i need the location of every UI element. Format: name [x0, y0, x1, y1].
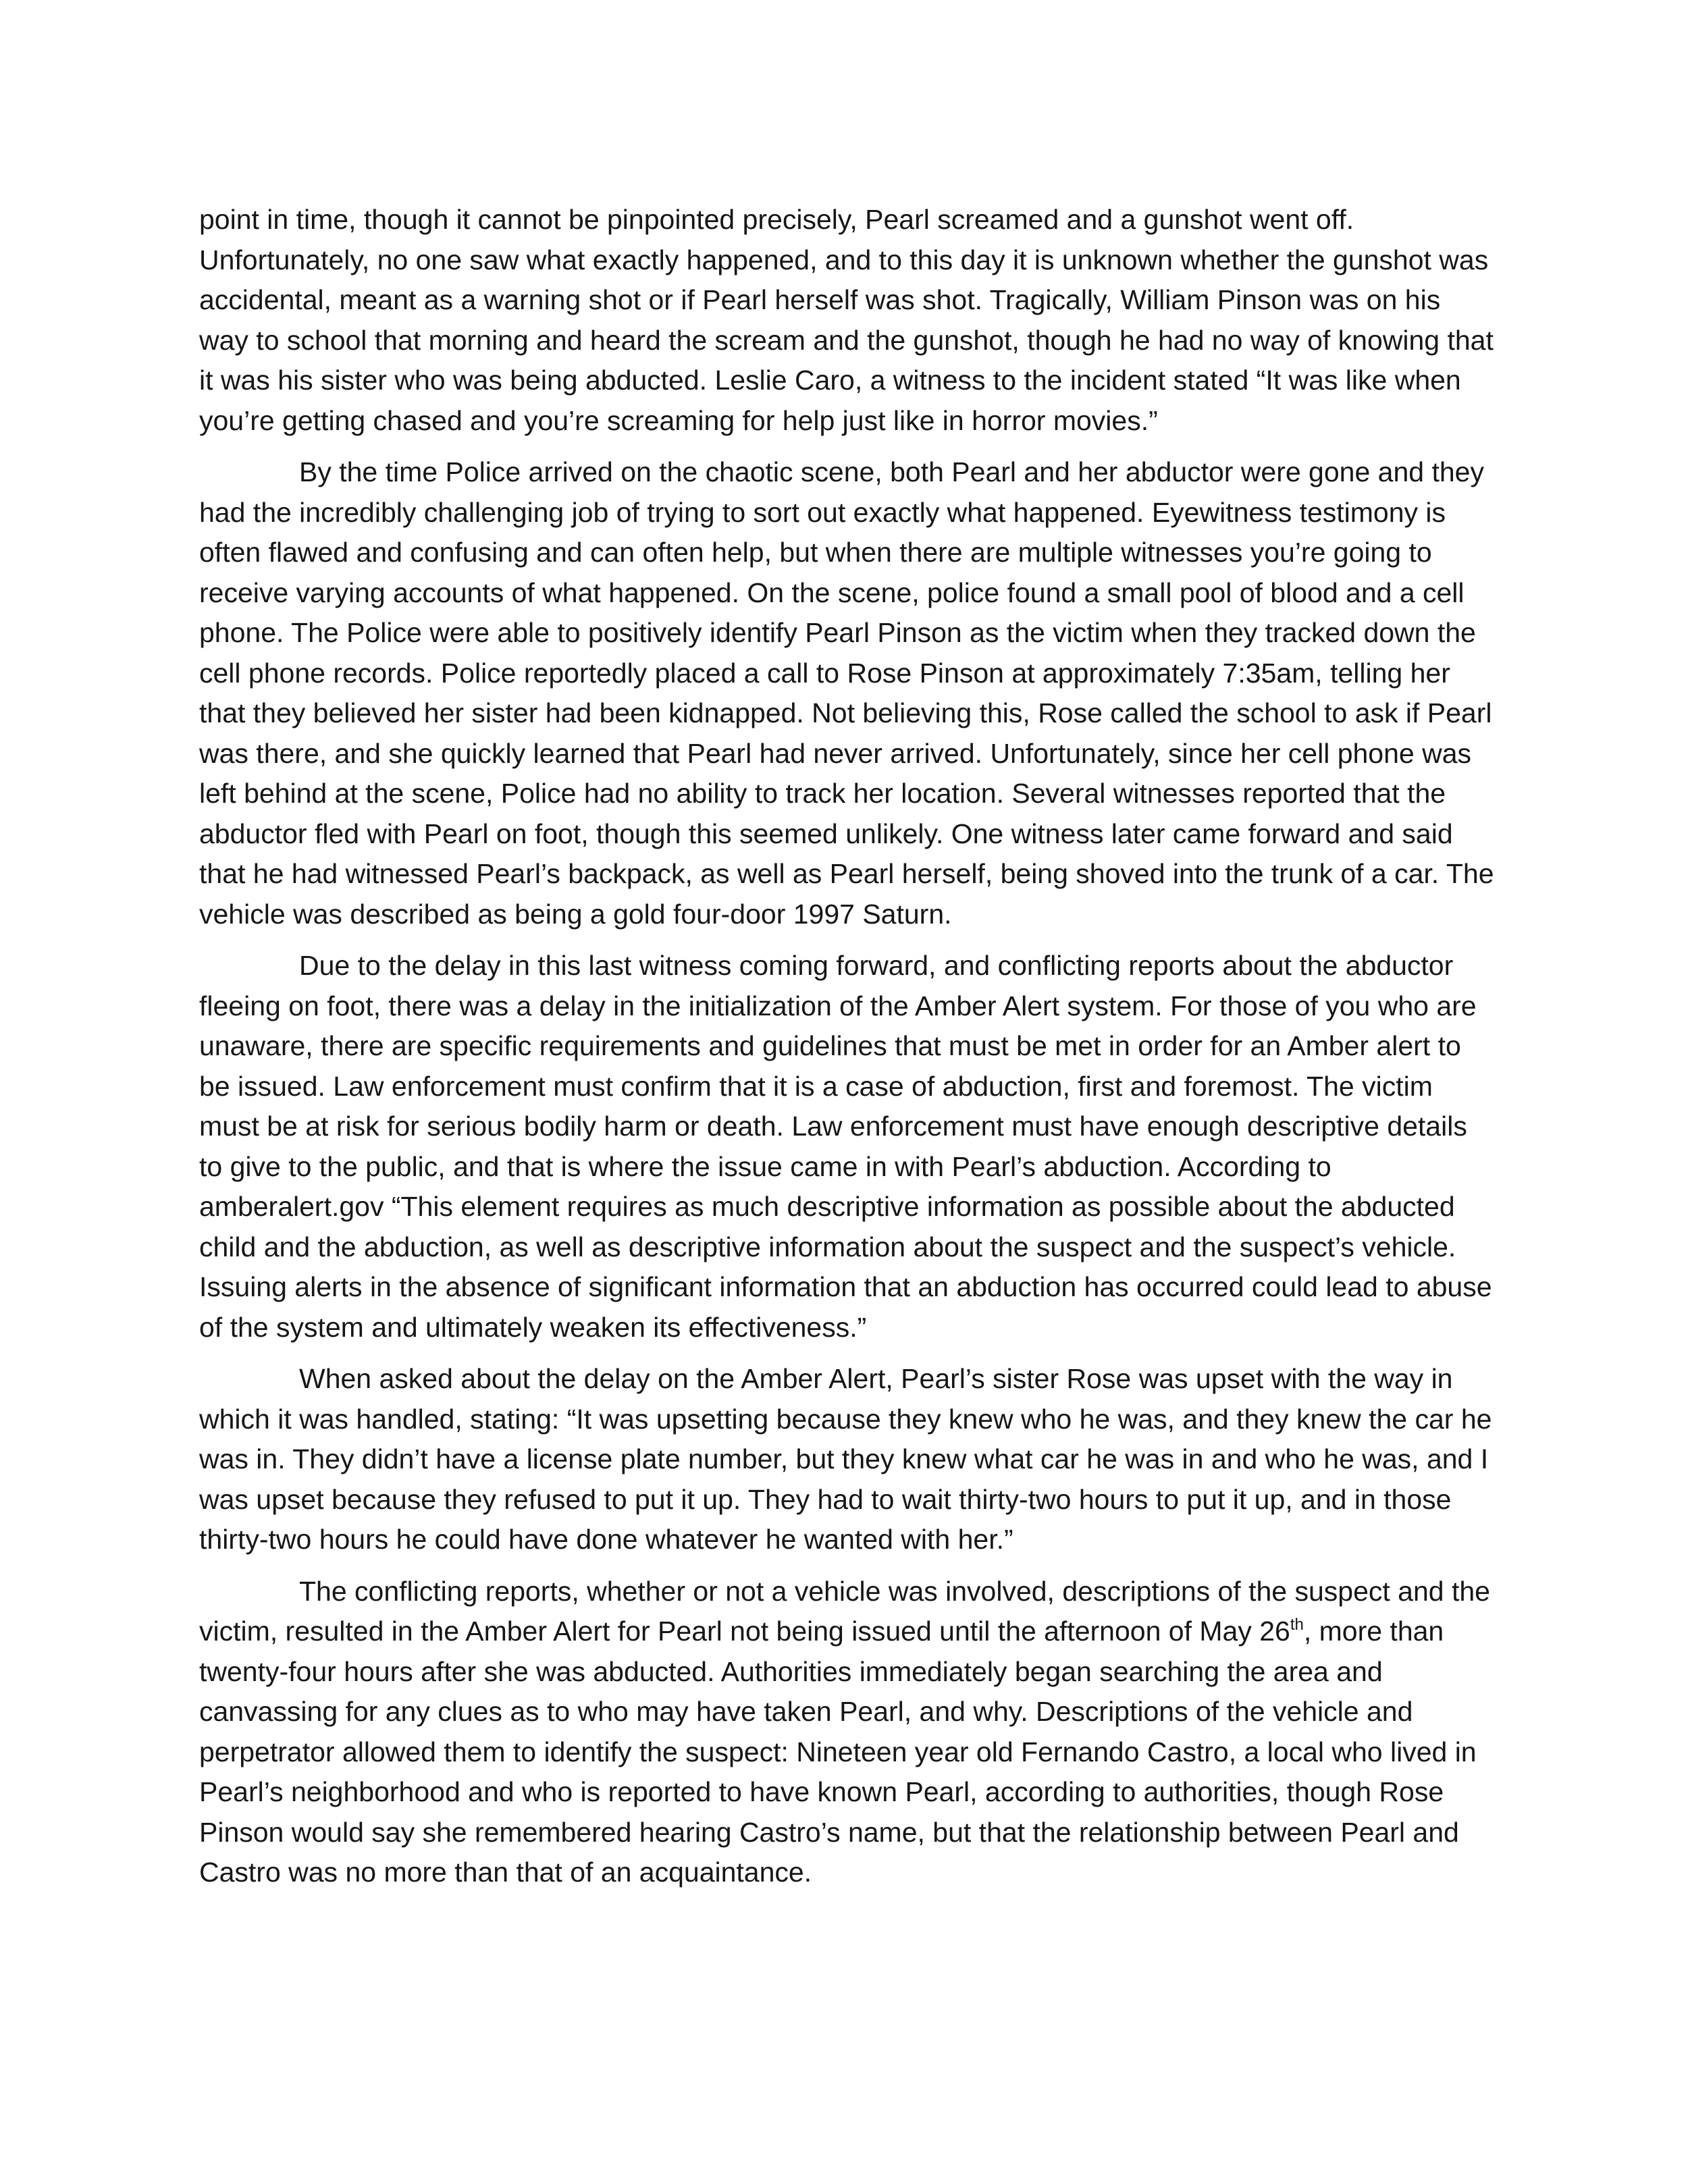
paragraph-5	[199, 1572, 1496, 1893]
paragraph-2: By the time Police arrived on the chaotic scene, both Pearl and her abductor were gone and they had the incredibly challenging job of trying to sort out exactly what happened. Eyewitness testimony is often flawed and confusing and can often help, but when there are multiple witnesses you’re going to receive varying accounts of what happened. On the scene, police found a small pool of blood and a cell phone. The Police were able to positively identify Pearl Pinson as the victim when they tracked down the cell phone records. Police reportedly placed a call to Rose Pinson at approximately 7:35am, telling her that they believed her sister had been kidnapped. Not believing this, Rose called the school to ask if Pearl was there, and she quickly learned that Pearl had never arrived. Unfortunately, since her cell phone was left behind at the scene, Police had no ability to track her location. Several witnesses reported that the abductor fled with Pearl on foot, though this seemed unlikely. One witness later came forward and said that he had witnessed Pearl’s backpack, as well as Pearl herself, being shoved into the trunk of a car. The vehicle was described as being a gold four-door 1997 Saturn.	[199, 456, 1494, 930]
paragraph-4: When asked about the delay on the Amber Alert, Pearl’s sister Rose was upset with the way in which it was handled, stating: “It was upsetting because they knew who he was, and they knew the car he was in. They didn’t have a license plate number, but they knew what car he was in and who he was, and I was upset because they refused to put it up. They had to wait thirty-two hours to put it up, and in those thirty-two hours he could have done whatever he wanted with her.”	[199, 1363, 1492, 1555]
document-page	[199, 200, 1496, 1905]
paragraph-5-text-before: The conflicting reports, whether or not a vehicle was involved, descriptions of the suspect and the victim, resulted in the Amber Alert for Pearl not being issued until the afternoon of May 26	[199, 1575, 1490, 1647]
paragraph-3: Due to the delay in this last witness coming forward, and conflicting reports about the abductor fleeing on foot, there was a delay in the initialization of the Amber Alert system. For those of you who are unaware, there are specific requirements and guidelines that must be met in order for an Amber alert to be issued. Law enforcement must confirm that it is a case of abduction, first and foremost. The victim must be at risk for serious bodily harm or death. Law enforcement must have enough descriptive details to give to the public, and that is where the issue came in with Pearl’s abduction. According to amberalert.gov “This element requires as much descriptive information as possible about the abducted child and the abduction, as well as descriptive information about the suspect and the suspect’s vehicle. Issuing alerts in the absence of significant information that an abduction has occurred could lead to abuse of the system and ultimately weaken its effectiveness.”	[199, 950, 1492, 1343]
paragraph-1: point in time, though it cannot be pinpointed precisely, Pearl screamed and a gunshot went off. Unfortunately, no one saw what exactly happened, and to this day it is unknown whether the gunshot was accidental, meant as a warning shot or if Pearl herself was shot. Tragically, William Pinson was on his way to school that morning and heard the scream and the gunshot, though he had no way of knowing that it was his sister who was being abducted. Leslie Caro, a witness to the incident stated “It was like when you’re getting chased and you’re screaming for help just like in horror movies.”	[199, 204, 1494, 436]
paragraph-5-text-after: , more than twenty-four hours after she was abducted. Authorities immediately began searching the area and canvassing for any clues as to who may have taken Pearl, and why. Descriptions of the vehicle and perpetrator allowed them to identify the suspect: Nineteen year old Fernando Castro, a local who lived in Pearl’s neighborhood and who is reported to have known Pearl, according to authorities, though Rose Pinson would say she remembered hearing Castro’s name, but that the relationship between Pearl and Castro was no more than that of an acquaintance.	[199, 1616, 1477, 1888]
date-ordinal-superscript: th	[1290, 1616, 1304, 1634]
